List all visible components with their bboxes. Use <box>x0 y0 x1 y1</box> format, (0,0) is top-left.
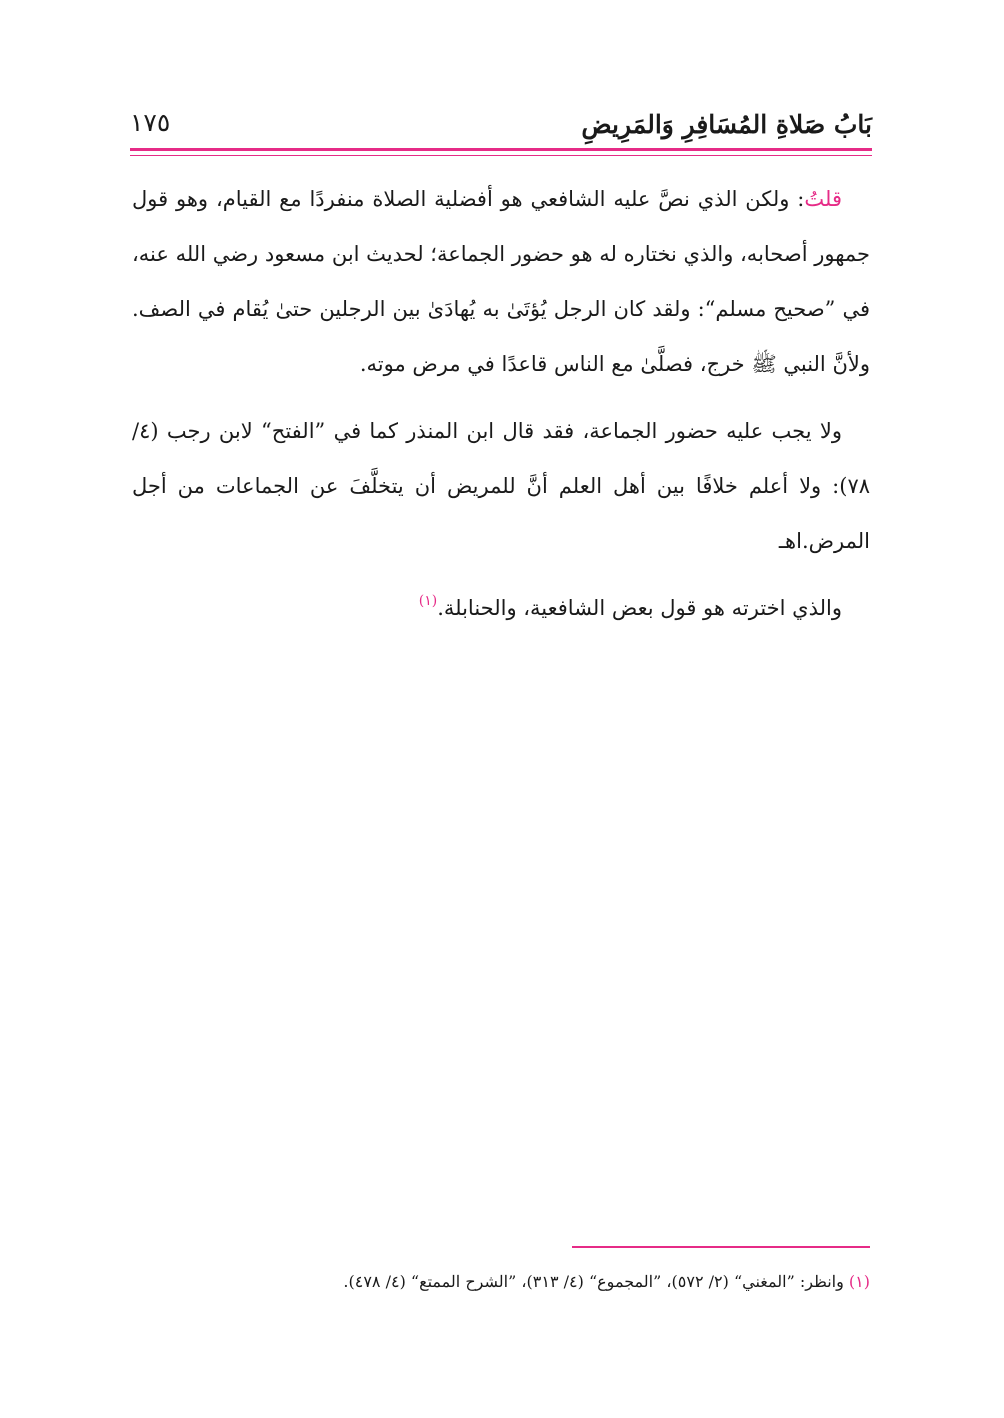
paragraph-3 <box>132 581 870 636</box>
page-number: ١٧٥ <box>130 108 171 137</box>
paragraph-2-text: ولا يجب عليه حضور الجماعة، فقد قال ابن المنذر كما في ”الفتح“ لابن رجب (٤/ ٧٨): ولا أعلم خلافًا بين أهل العلم أنَّ للمريض أن يتخلَّفَ عن الجماعات من أجل المرض.اهـ <box>132 419 870 553</box>
paragraph-1 <box>132 172 870 392</box>
paragraph-lead: قلتُ <box>804 187 842 211</box>
paragraph-1-text: : ولكن الذي نصَّ عليه الشافعي هو أفضلية الصلاة منفردًا مع القيام، وهو قول جمهور أصحابه، والذي نختاره له هو حضور الجماعة؛ لحديث ابن مسعود رضي الله عنه، في ”صحيح مسلم“: ولقد كان الرجل يُؤتَىٰ به يُهادَىٰ بين الرجلين حتىٰ يُقام في الصف. ولأنَّ النبي ﷺ خرج، فصلَّىٰ مع الناس قاعدًا في مرض موته. <box>132 187 870 376</box>
footnote-number: (١) <box>848 1272 870 1291</box>
page-header <box>130 108 872 152</box>
footnote-reference[interactable]: (١) <box>418 593 438 609</box>
paragraph-2 <box>132 404 870 569</box>
header-rule-thick <box>130 148 872 151</box>
chapter-title: بَابُ صَلاةِ المُسَافِرِ وَالمَرِيضِ <box>581 110 872 139</box>
footnote-divider <box>572 1246 870 1248</box>
body-text <box>132 172 870 648</box>
header-rule-thin <box>130 155 872 156</box>
paragraph-3-text: والذي اخترته هو قول بعض الشافعية، والحنابلة. <box>437 596 842 620</box>
footnote-text: وانظر: ”المغني“ (٢/ ٥٧٢)، ”المجموع“ (٤/ ٣١٣)، ”الشرح الممتع“ (٤/ ٤٧٨). <box>343 1272 849 1291</box>
footnote <box>132 1266 870 1298</box>
